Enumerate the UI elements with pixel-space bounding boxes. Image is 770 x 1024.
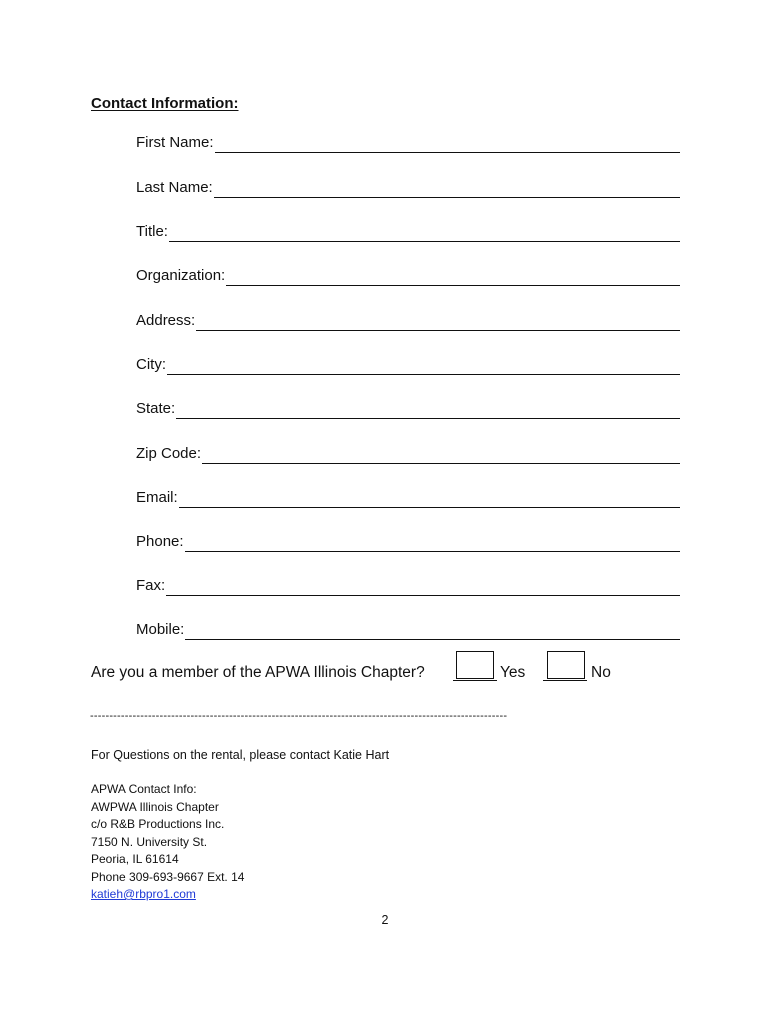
fax-label: Fax:	[136, 577, 166, 594]
mobile-label: Mobile:	[136, 621, 185, 638]
state-label: State:	[136, 400, 176, 417]
address-field[interactable]	[136, 309, 680, 331]
first-name-label: First Name:	[136, 134, 214, 151]
first-name-input-line[interactable]	[215, 134, 680, 153]
fax-input-line[interactable]	[166, 577, 680, 596]
city-field[interactable]	[136, 353, 680, 375]
zip-code-field[interactable]	[136, 442, 680, 464]
email-field[interactable]	[136, 486, 680, 508]
yes-checkbox[interactable]	[456, 651, 494, 679]
title-label: Title:	[136, 223, 168, 240]
phone-input-line[interactable]	[185, 533, 680, 552]
phone-label: Phone:	[136, 533, 184, 550]
state-input-line[interactable]	[176, 400, 680, 419]
membership-question-row	[91, 651, 691, 683]
phone-field[interactable]	[136, 530, 680, 552]
yes-checkbox-underline	[453, 680, 497, 681]
organization-input-line[interactable]	[226, 267, 680, 286]
last-name-field[interactable]	[136, 176, 680, 198]
mobile-input-line[interactable]	[185, 621, 680, 640]
zip-code-input-line[interactable]	[202, 445, 680, 464]
contact-info-block	[91, 781, 244, 904]
organization-field[interactable]	[136, 264, 680, 286]
questions-note: For Questions on the rental, please contact Katie Hart	[91, 748, 390, 762]
contact-organization: AWPWA Illinois Chapter	[91, 799, 219, 814]
address-input-line[interactable]	[196, 312, 680, 331]
contact-phone: Phone 309-693-9667 Ext. 14	[91, 869, 245, 884]
contact-heading: APWA Contact Info:	[91, 782, 197, 796]
dashed-divider: ------------------------------------------------------------------------------------------------------------	[90, 710, 508, 722]
contact-email-link[interactable]: katieh@rbpro1.com	[91, 887, 196, 901]
state-field[interactable]	[136, 397, 680, 419]
first-name-field[interactable]	[136, 131, 680, 153]
no-checkbox-underline	[543, 680, 587, 681]
fax-field[interactable]	[136, 574, 680, 596]
city-input-line[interactable]	[167, 356, 680, 375]
contact-care-of: c/o R&B Productions Inc.	[91, 817, 225, 831]
title-input-line[interactable]	[169, 223, 680, 242]
email-label: Email:	[136, 489, 178, 506]
page-number: 2	[381, 913, 389, 927]
contact-city-state-zip: Peoria, IL 61614	[91, 852, 179, 866]
membership-question: Are you a member of the APWA Illinois Chapter?	[91, 664, 425, 681]
contact-street: 7150 N. University St.	[91, 834, 208, 849]
address-label: Address:	[136, 312, 196, 329]
zip-code-label: Zip Code:	[136, 445, 202, 462]
no-label: No	[591, 664, 611, 681]
organization-label: Organization:	[136, 267, 226, 284]
title-field[interactable]	[136, 220, 680, 242]
last-name-input-line[interactable]	[214, 179, 680, 198]
yes-label: Yes	[500, 664, 526, 681]
last-name-label: Last Name:	[136, 179, 213, 196]
section-heading: Contact Information:	[91, 95, 239, 112]
city-label: City:	[136, 356, 166, 373]
mobile-field[interactable]	[136, 618, 680, 640]
email-input-line[interactable]	[179, 489, 680, 508]
no-checkbox[interactable]	[547, 651, 585, 679]
